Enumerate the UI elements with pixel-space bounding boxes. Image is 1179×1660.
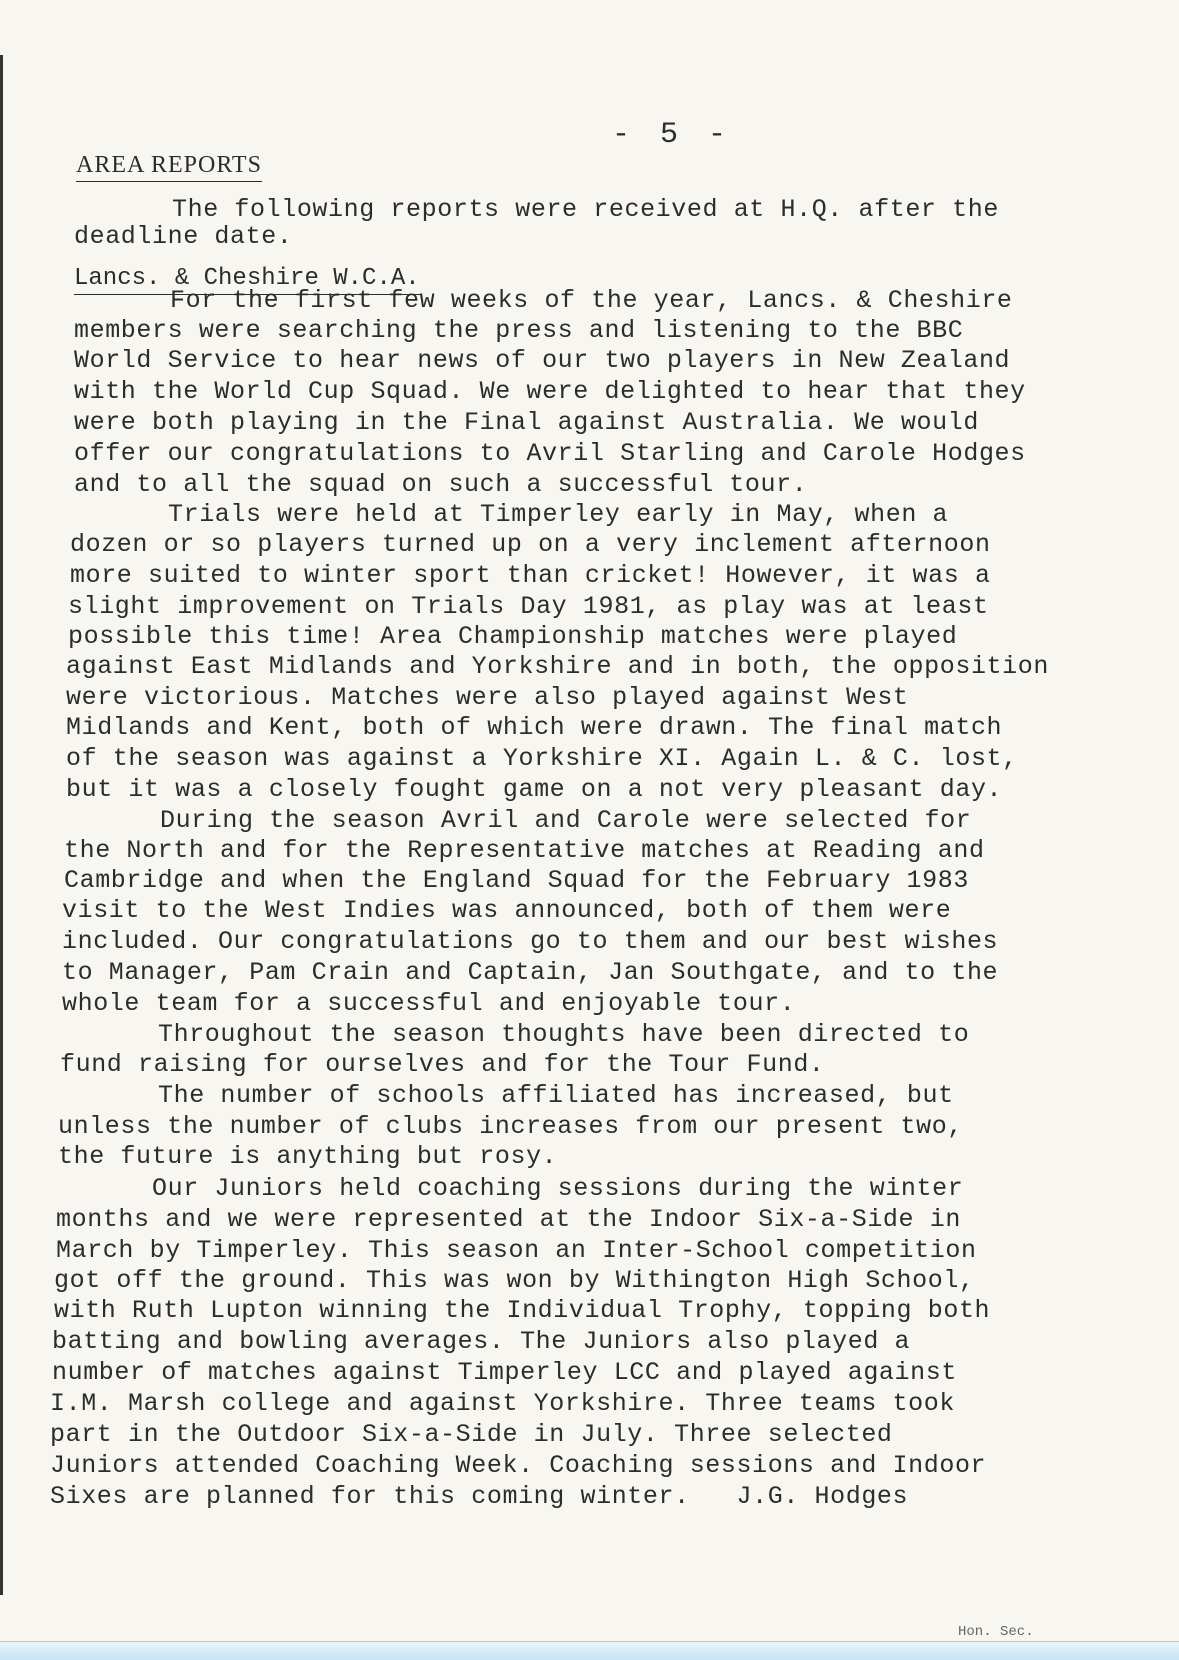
body-line: whole team for a successful and enjoyable tour. bbox=[62, 989, 796, 1018]
body-line: World Service to hear news of our two players in New Zealand bbox=[74, 346, 1011, 375]
body-line: against East Midlands and Yorkshire and in both, the opposition bbox=[66, 652, 1049, 681]
body-line: fund raising for ourselves and for the Tour Fund. bbox=[60, 1050, 825, 1079]
body-line: were both playing in the Final against Australia. We would bbox=[74, 408, 979, 437]
page-edge bbox=[0, 55, 3, 1595]
body-line: and to all the squad on such a successful tour. bbox=[74, 470, 808, 499]
body-line: batting and bowling averages. The Juniors also played a bbox=[52, 1327, 911, 1356]
body-line: Our Juniors held coaching sessions during the winter bbox=[152, 1174, 964, 1203]
body-line: of the season was against a Yorkshire XI. Again L. & C. lost, bbox=[66, 744, 1018, 773]
body-line: During the season Avril and Carole were selected for bbox=[160, 806, 972, 835]
body-line: months and we were represented at the Indoor Six-a-Side in bbox=[56, 1205, 961, 1234]
intro-line: deadline date. bbox=[74, 222, 293, 251]
body-line: were victorious. Matches were also played against West bbox=[66, 683, 909, 712]
body-line: number of matches against Timperley LCC and played against bbox=[52, 1358, 957, 1387]
body-line: Throughout the season thoughts have been directed to bbox=[158, 1020, 970, 1049]
body-line: For the first few weeks of the year, Lancs. & Cheshire bbox=[170, 286, 1013, 315]
signature-suffix: Hon. Sec. bbox=[958, 1624, 1034, 1640]
body-line: got off the ground. This was won by Withington High School, bbox=[54, 1266, 975, 1295]
body-line: Trials were held at Timperley early in May, when a bbox=[168, 500, 949, 529]
body-line: Midlands and Kent, both of which were drawn. The final match bbox=[66, 713, 1003, 742]
body-line: part in the Outdoor Six-a-Side in July. Three selected bbox=[50, 1420, 893, 1449]
body-line: visit to the West Indies was announced, both of them were bbox=[62, 896, 952, 925]
body-line: the future is anything but rosy. bbox=[58, 1142, 558, 1171]
body-line: unless the number of clubs increases from our present two, bbox=[58, 1112, 963, 1141]
body-line: Sixes are planned for this coming winter. J.G. Hodges bbox=[50, 1482, 909, 1511]
body-line: with Ruth Lupton winning the Individual Trophy, topping both bbox=[54, 1296, 991, 1325]
body-line: members were searching the press and listening to the BBC bbox=[74, 316, 964, 345]
body-line: more suited to winter sport than cricket! However, it was a bbox=[70, 561, 991, 590]
body-line: included. Our congratulations go to them and our best wishes bbox=[62, 927, 999, 956]
body-line: the North and for the Representative matches at Reading and bbox=[64, 836, 985, 865]
body-line: March by Timperley. This season an Inter-School competition bbox=[56, 1236, 977, 1265]
body-line: Cambridge and when the England Squad for the February 1983 bbox=[64, 866, 969, 895]
intro-line: The following reports were received at H.Q. after the bbox=[172, 195, 999, 224]
section-heading: AREA REPORTS bbox=[76, 152, 262, 182]
body-line: possible this time! Area Championship matches were played bbox=[68, 622, 958, 651]
body-line: but it was a closely fought game on a not very pleasant day. bbox=[66, 775, 1003, 804]
page-number: - 5 - bbox=[612, 118, 733, 152]
body-line: The number of schools affiliated has increased, but bbox=[158, 1081, 954, 1110]
scan-bottom-strip bbox=[0, 1641, 1179, 1660]
body-line: with the World Cup Squad. We were delighted to hear that they bbox=[74, 377, 1026, 406]
body-line: slight improvement on Trials Day 1981, as play was at least bbox=[68, 592, 989, 621]
body-line: Juniors attended Coaching Week. Coaching sessions and Indoor bbox=[50, 1451, 987, 1480]
area-subheading: Lancs. & Cheshire W.C.A. bbox=[74, 265, 420, 295]
body-line: dozen or so players turned up on a very inclement afternoon bbox=[70, 530, 991, 559]
body-line: offer our congratulations to Avril Starling and Carole Hodges bbox=[74, 439, 1026, 468]
body-line: to Manager, Pam Crain and Captain, Jan Southgate, and to the bbox=[62, 958, 999, 987]
body-line: I.M. Marsh college and against Yorkshire. Three teams took bbox=[50, 1389, 955, 1418]
